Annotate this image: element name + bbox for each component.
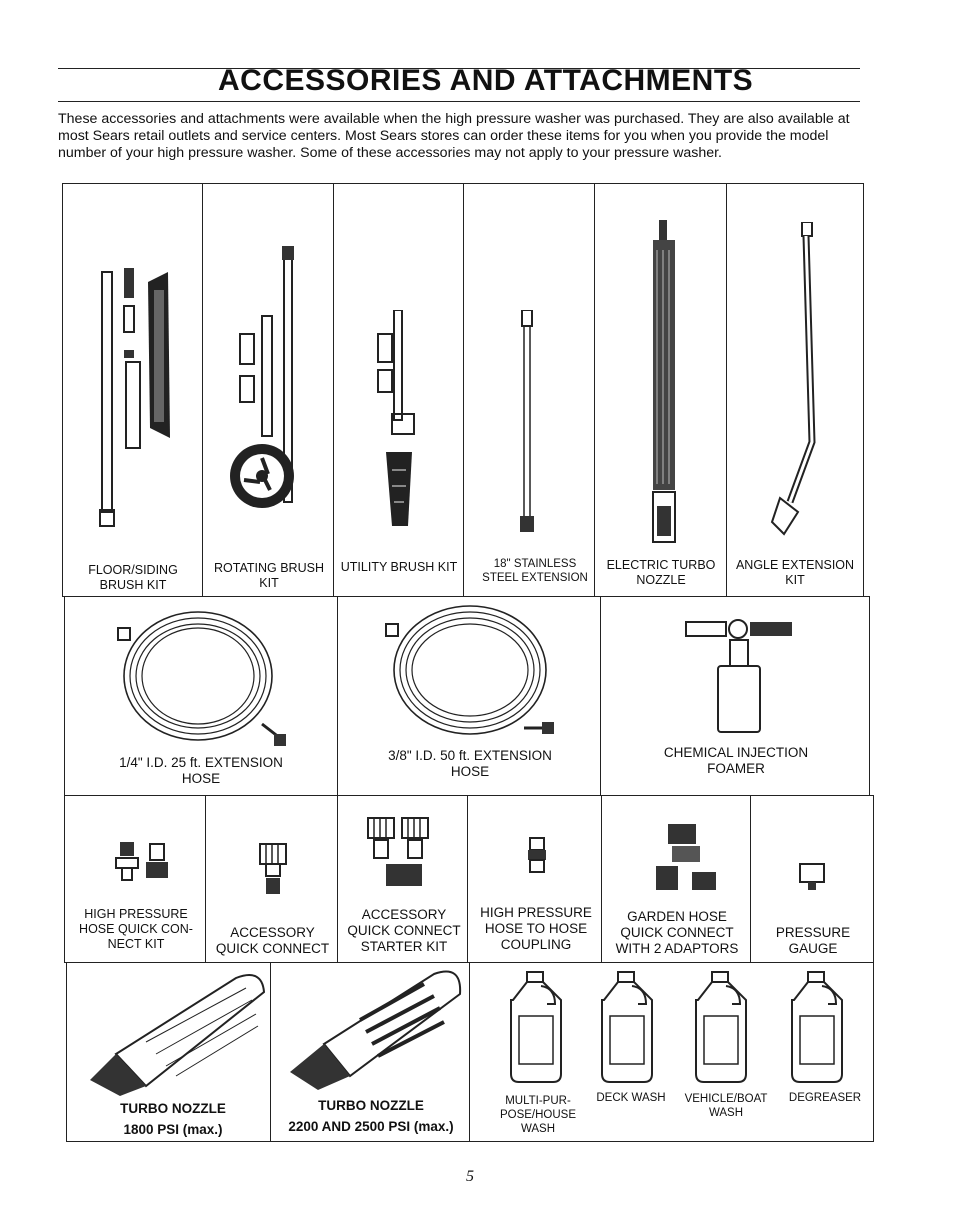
jug-icon — [786, 970, 850, 1086]
caption-line: GAUGE — [788, 941, 838, 956]
caption-line: HOSE QUICK CON- — [79, 922, 193, 936]
pressure-gauge-icon — [796, 862, 828, 892]
caption-line: HOSE — [450, 764, 490, 779]
caption-line: ANGLE EXTENSION — [735, 558, 855, 572]
caption-chemical-foamer — [602, 745, 870, 777]
caption-multi-purpose-wash — [488, 1094, 588, 1136]
row1-divider — [463, 183, 464, 597]
caption-line: ACCESSORY — [361, 907, 447, 922]
jug-icon — [596, 970, 660, 1086]
turbo-nozzle-wand-icon — [645, 220, 685, 546]
caption-electric-turbo-nozzle — [596, 558, 726, 588]
caption-line: HOSE TO HOSE — [484, 921, 588, 936]
caption-line: MULTI-PUR- — [505, 1095, 571, 1107]
caption-utility-brush — [335, 560, 463, 575]
caption-line: DEGREASER — [788, 1092, 862, 1104]
turbo-nozzle-icon — [86, 968, 270, 1096]
caption-line: WASH — [520, 1123, 556, 1135]
caption-accessory-quick-connect — [207, 925, 338, 957]
quick-connect-icon — [258, 840, 288, 898]
hose-coil-icon — [112, 604, 292, 754]
caption-line: 3/8" I.D. 50 ft. EXTENSION — [388, 748, 552, 763]
caption-deck-wash — [588, 1091, 674, 1105]
quick-connect-kit-icon — [112, 840, 172, 884]
caption-starter-kit — [339, 907, 469, 955]
page-number: 5 — [466, 1168, 474, 1185]
intro-paragraph: These accessories and attachments were available when the high pressure washer was purchased. They are also available at most Sears retail outlets and service centers. Most Sears stores can order these items for you when you provide the model number of your high pressure washer. Some of these accessories may not apply to your pressure washer. — [58, 111, 850, 161]
caption-line: ACCESSORY — [230, 925, 315, 940]
caption-turbo-nozzle-2200 — [272, 1098, 470, 1135]
caption-line: HIGH PRESSURE — [84, 907, 188, 921]
row1-divider — [726, 183, 727, 597]
caption-line: NOZZLE — [636, 573, 686, 587]
caption-line: HOSE — [181, 771, 221, 786]
title-underline — [58, 101, 860, 102]
utility-brush-icon — [370, 310, 430, 532]
caption-pressure-gauge — [752, 925, 874, 957]
caption-line: 1800 PSI (max.) — [123, 1122, 223, 1137]
caption-line: QUICK CONNECT — [347, 923, 461, 938]
rotating-brush-icon — [224, 246, 314, 522]
caption-garden-hose-adaptors — [603, 909, 751, 957]
caption-vehicle-boat-wash — [676, 1092, 776, 1120]
starter-kit-icon — [366, 812, 438, 892]
row2-divider — [337, 596, 338, 796]
row1-divider — [333, 183, 334, 597]
caption-three-eighths-hose — [339, 748, 601, 780]
page-title: ACCESSORIES AND ATTACHMENTS — [218, 64, 754, 97]
steel-extension-icon — [512, 310, 542, 534]
caption-degreaser — [778, 1091, 872, 1105]
foamer-bottle-icon — [684, 612, 794, 736]
turbo-nozzle-icon — [284, 966, 468, 1094]
caption-hose-coupling — [469, 905, 603, 953]
caption-line: FOAMER — [707, 761, 765, 776]
caption-line: QUICK CONNECT — [620, 925, 734, 940]
caption-steel-extension — [465, 557, 605, 585]
caption-line: UTILITY BRUSH KIT — [340, 560, 458, 574]
caption-line: HIGH PRESSURE — [480, 905, 592, 920]
caption-line: 2200 AND 2500 PSI (max.) — [288, 1119, 454, 1134]
caption-line: TURBO NOZZLE — [120, 1101, 226, 1116]
row1-divider — [202, 183, 203, 597]
caption-line: KIT — [785, 573, 805, 587]
caption-line: CHEMICAL INJECTION — [663, 745, 809, 760]
caption-line: WASH — [708, 1107, 744, 1119]
caption-line: NECT KIT — [107, 937, 165, 951]
caption-line: ROTATING BRUSH — [214, 561, 324, 575]
caption-line: FLOOR/SIDING — [88, 563, 178, 577]
caption-line: PRESSURE — [775, 925, 851, 940]
caption-line: TURBO NOZZLE — [318, 1098, 424, 1113]
caption-floor-siding-brush — [64, 563, 202, 593]
caption-angle-extension — [728, 558, 862, 588]
caption-line: DECK WASH — [596, 1092, 666, 1104]
caption-line: QUICK CONNECT — [215, 941, 330, 956]
row4-divider — [270, 962, 271, 1142]
caption-line: POSE/HOUSE — [499, 1109, 577, 1121]
garden-adaptor-icon — [652, 822, 722, 894]
jug-icon — [690, 970, 754, 1086]
caption-line: GARDEN HOSE — [627, 909, 727, 924]
jug-icon — [505, 970, 569, 1086]
caption-line: COUPLING — [500, 937, 572, 952]
caption-line: WITH 2 ADAPTORS — [615, 941, 739, 956]
caption-line: STARTER KIT — [360, 939, 448, 954]
caption-rotating-brush — [204, 561, 334, 591]
caption-line: VEHICLE/BOAT — [684, 1093, 768, 1105]
caption-line: BRUSH KIT — [99, 578, 167, 592]
caption-hp-quick-connect-kit — [66, 907, 206, 952]
hose-coil-icon — [384, 600, 564, 750]
caption-line: 1/4" I.D. 25 ft. EXTENSION — [119, 755, 283, 770]
caption-line: 18" STAINLESS — [493, 558, 577, 570]
floor-siding-brush-icon — [92, 262, 176, 532]
angle-extension-icon — [770, 222, 840, 542]
row1-divider — [594, 183, 595, 597]
caption-line: STEEL EXTENSION — [482, 572, 588, 584]
coupling-icon — [527, 836, 547, 876]
caption-line: KIT — [259, 576, 279, 590]
caption-quarter-inch-hose — [66, 755, 336, 787]
caption-turbo-nozzle-1800 — [88, 1101, 258, 1138]
caption-line: ELECTRIC TURBO — [606, 558, 716, 572]
